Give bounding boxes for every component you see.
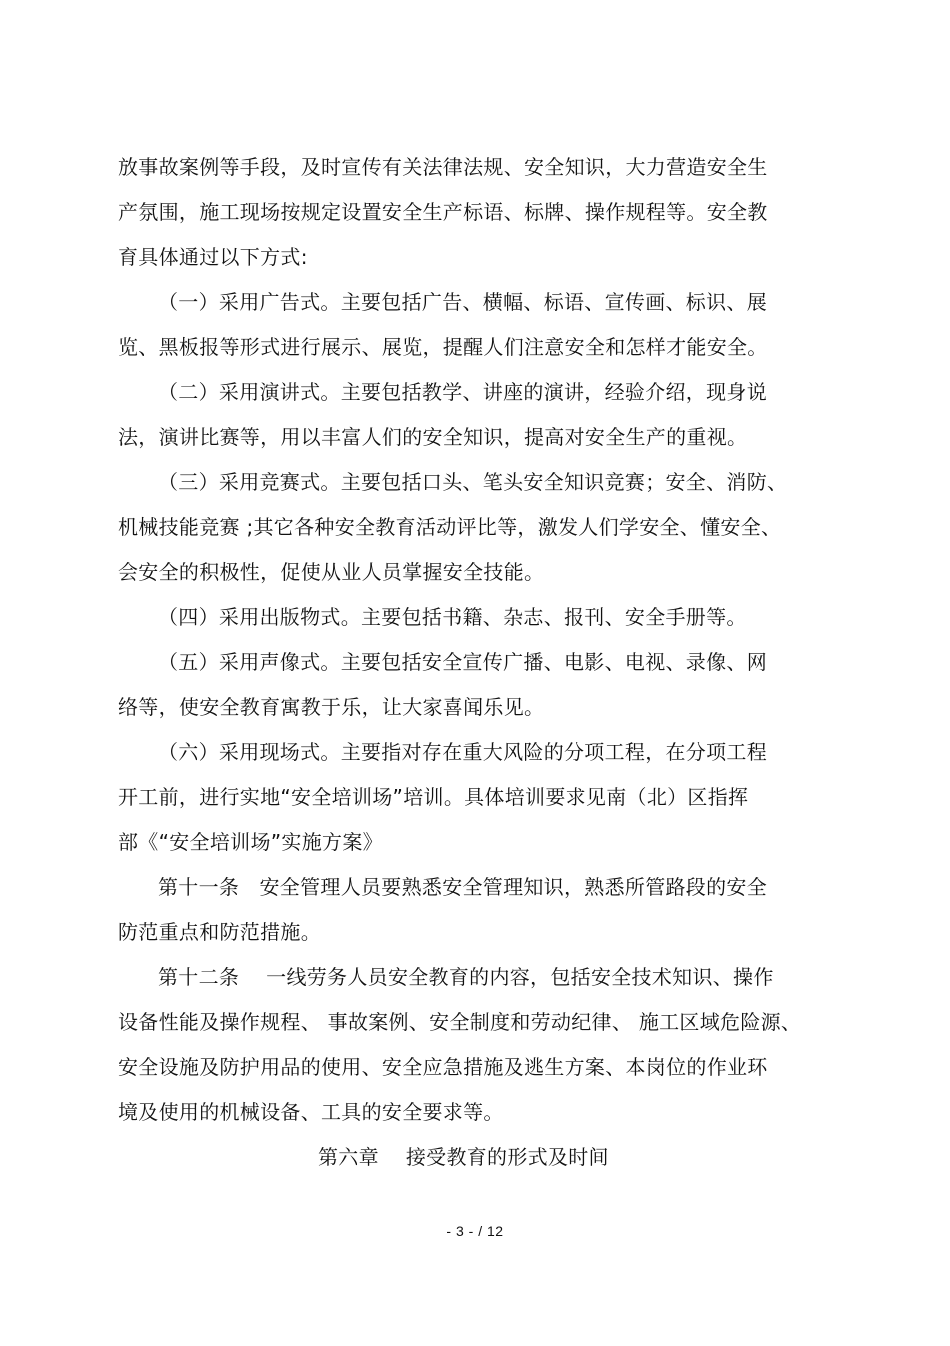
list-item-line: （二）采用演讲式。主要包括教学、讲座的演讲，经验介绍，现身说	[158, 380, 767, 404]
list-item-line: （五）采用声像式。主要包括安全宣传广播、电影、电视、录像、网	[158, 650, 767, 674]
list-item-line: （三）采用竞赛式。主要包括口头、笔头安全知识竞赛；安全、消防、	[158, 470, 788, 494]
list-item-line: 络等，使安全教育寓教于乐，让大家喜闻乐见。	[118, 695, 545, 719]
list-item-line: 法，演讲比赛等，用以丰富人们的安全知识，提高对安全生产的重视。	[118, 425, 748, 449]
paragraph-line: 产氛围，施工现场按规定设置安全生产标语、标牌、操作规程等。安全教	[118, 200, 768, 224]
list-item-line: 会安全的积极性，促使从业人员掌握安全技能。	[118, 560, 545, 584]
paragraph-line: 放事故案例等手段，及时宣传有关法律法规、安全知识，大力营造安全生	[118, 155, 768, 179]
article-line: 安全设施及防护用品的使用、安全应急措施及逃生方案、本岗位的作业环	[118, 1055, 768, 1079]
page-number: - 3 - / 12	[446, 1223, 504, 1239]
article-line: 境及使用的机械设备、工具的安全要求等。	[118, 1100, 504, 1124]
article-line: 第十一条 安全管理人员要熟悉安全管理知识，熟悉所管路段的安全	[158, 875, 767, 899]
article-line: 防范重点和防范措施。	[118, 920, 321, 944]
list-item-line: （四）采用出版物式。主要包括书籍、杂志、报刊、安全手册等。	[158, 605, 747, 629]
list-item-line: 部《“安全培训场”实施方案》	[118, 830, 383, 854]
chapter-heading: 第六章 接受教育的形式及时间	[318, 1145, 609, 1169]
paragraph-line: 育具体通过以下方式:	[118, 245, 308, 269]
list-item-line: 开工前，进行实地“安全培训场”培训。具体培训要求见南（北）区指挥	[118, 785, 749, 809]
list-item-line: 览、黑板报等形式进行展示、展览，提醒人们注意安全和怎样才能安全。	[118, 335, 768, 359]
list-item-line: （一）采用广告式。主要包括广告、横幅、标语、宣传画、标识、展	[158, 290, 767, 314]
list-item-line: （六）采用现场式。主要指对存在重大风险的分项工程，在分项工程	[158, 740, 767, 764]
article-line: 第十二条 一线劳务人员安全教育的内容，包括安全技术知识、操作	[158, 965, 774, 989]
article-line: 设备性能及操作规程、 事故案例、安全制度和劳动纪律、 施工区域危险源、	[118, 1010, 802, 1034]
list-item-line: 机械技能竞赛 ;其它各种安全教育活动评比等，激发人们学安全、懂安全、	[118, 515, 782, 539]
